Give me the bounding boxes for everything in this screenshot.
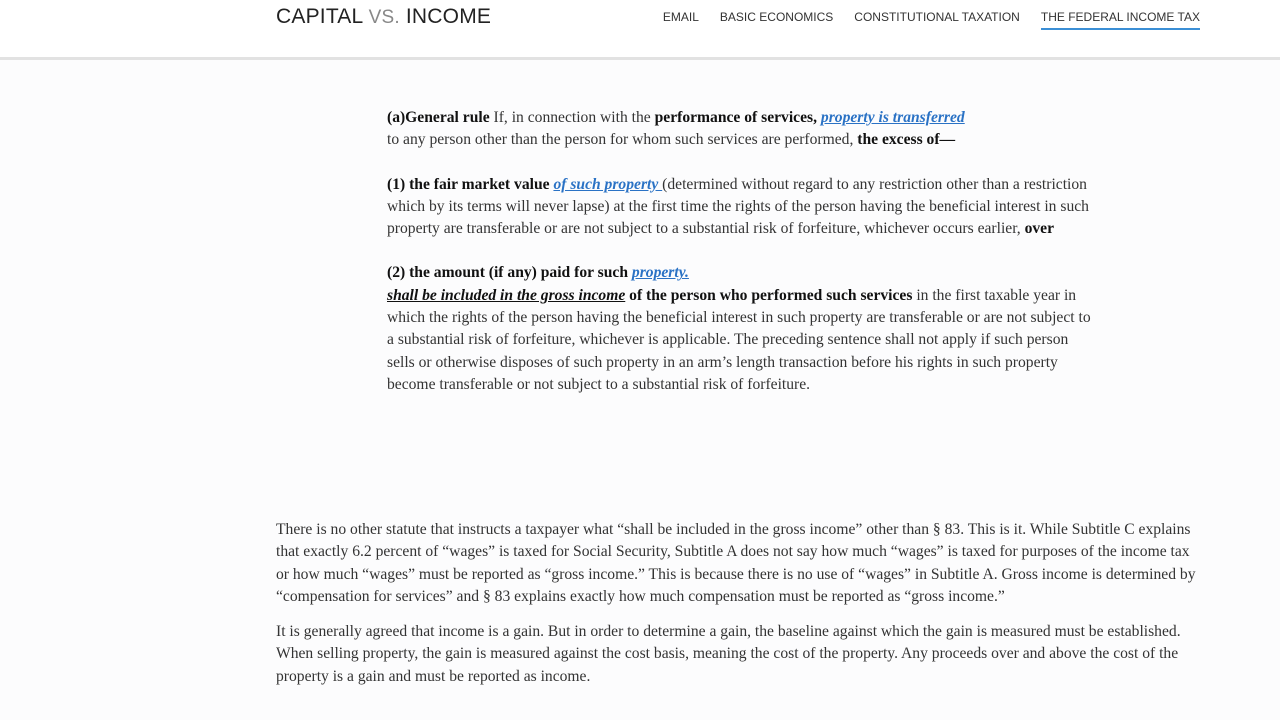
quote-text: to any person other than the person for whom such services are performed, — [387, 131, 854, 149]
quote-bold: the excess of— — [853, 131, 956, 149]
property-transferred-link[interactable]: property is transferred — [820, 109, 965, 126]
nav-email[interactable]: EMAIL — [662, 10, 699, 24]
general-rule-heading: (a)General rule — [387, 109, 490, 126]
quote-text: If, in connection with the — [489, 109, 655, 126]
quote-bold: performance of services, — [654, 109, 817, 126]
article-body — [276, 519, 1201, 701]
quote-text: in the first taxable year in which the rights of the person having the beneficial interest in such property are transferable or are not subject to a substantial risk of forfeiture, whichever is applicable. The preceding sentence shall not apply if such person sells or otherwise disposes of such property in an arm’s length transaction before his rights in such property become transferable or not subject to a substantial risk of forfeiture. — [387, 286, 1091, 393]
main-nav — [663, 10, 1200, 30]
site-title-capital: CAPITAL — [276, 5, 369, 28]
quote-paragraph-1 — [387, 174, 1097, 241]
gross-income-emphasis: shall be included in the gross income — [387, 286, 626, 304]
nav-constitutional-taxation[interactable]: CONSTITUTIONAL TAXATION — [854, 10, 1020, 24]
nav-basic-economics[interactable]: BASIC ECONOMICS — [719, 10, 834, 24]
quote-paragraph-a — [387, 107, 1097, 152]
quote-bold: (1) the fair market value — [387, 175, 554, 193]
nav-federal-income-tax[interactable]: THE FEDERAL INCOME TAX — [1041, 10, 1200, 30]
quote-text: (determined without regard to any restriction other than a restriction which by its terms will never lapse) at the first time the rights of the person having the beneficial interest in such property are transferable or are not subject to a substantial risk of forfeiture, whichever occurs earlier, — [387, 175, 1089, 238]
such-property-link[interactable]: of such property — [553, 175, 663, 193]
article-paragraph: It is generally agreed that income is a gain. But in order to determine a gain, the baseline against which the gain is measured must be established. When selling property, the gain is measured against the cost basis, meaning the cost of the property. Any proceeds over and above the cost of the property is a gain and must be reported as income. — [276, 623, 1181, 685]
site-title[interactable] — [276, 5, 491, 29]
quote-bold: of the person who performed such services — [625, 286, 913, 304]
quote-bold: over — [1020, 220, 1055, 238]
article-paragraph: There is no other statute that instructs a taxpayer what “shall be included in the gross income” other than § 83. This is it. While Subtitle C explains that exactly 6.2 percent of “wages” is taxed for Social Security, Subtitle A does not say how much “wages” is taxed for purposes of the income tax or how much “wages” must be reported as “gross income.” This is because there is no use of “wages” in Subtitle A. Gross income is determined by “compensation for services” and § 83 explains exactly how much compensation must be reported as “gross income.” — [276, 521, 1196, 605]
quote-paragraph-2 — [387, 262, 1097, 396]
site-header — [0, 0, 1280, 60]
property-link[interactable]: property. — [631, 264, 689, 282]
quote-bold: (2) the amount (if any) paid for such — [387, 264, 632, 282]
site-title-vs: VS. — [368, 7, 400, 28]
statute-quote — [387, 107, 1097, 418]
site-title-income: INCOME — [399, 5, 492, 28]
